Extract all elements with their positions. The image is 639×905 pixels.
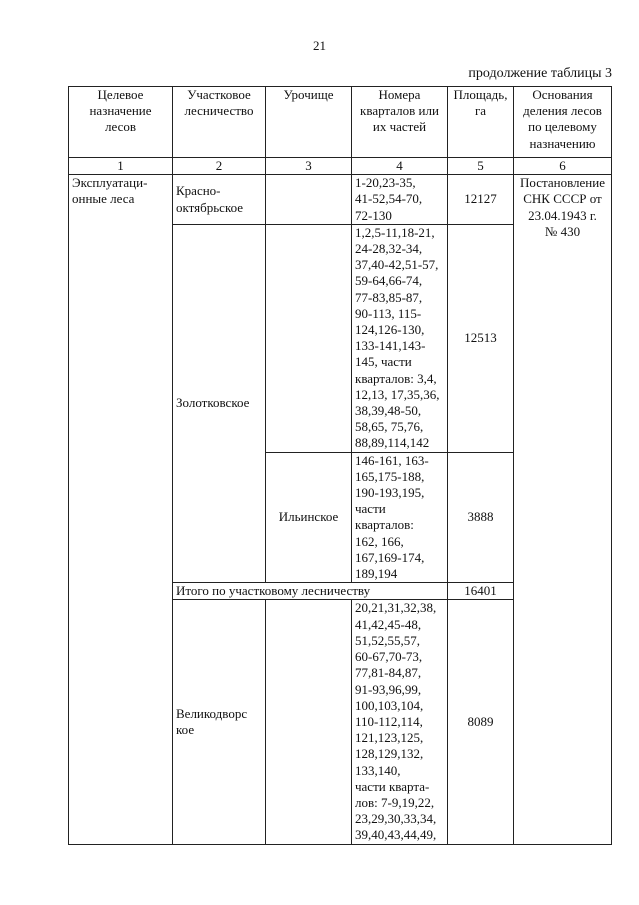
forest-purpose-table — [68, 86, 612, 845]
column-number-row — [69, 158, 612, 175]
area-cell-continued — [448, 844, 514, 845]
quarters-cell: 146-161, 163- 165,175-188, 190-193,195, части кварталов: 162, 166, 167,169-174, 189,194 — [352, 452, 448, 583]
area-cell: 8089 — [448, 600, 514, 844]
forestry-name-cell: Великодворс кое — [173, 600, 266, 845]
tract-cell: Ильинское — [266, 452, 352, 583]
subtotal-area: 16401 — [448, 583, 514, 600]
header-quarters: Номера кварталов или их частей — [352, 87, 448, 158]
quarters-cell: 20,21,31,32,38, 41,42,45-48, 51,52,55,57, 60-67,70-73, 77,81-84,87, 91-93,96,99, 100,103,104, 110-112,114, 121,123,125, 128,129,132, 133,140, части кварта- лов: 7-9,19,22, 23,29,30,33,34, 39,40,43,44,49, — [352, 600, 448, 844]
header-area: Площадь, га — [448, 87, 514, 158]
table-header-row — [69, 87, 612, 158]
tract-cell — [266, 224, 352, 452]
column-number: 4 — [352, 158, 448, 175]
area-cell: 3888 — [448, 452, 514, 583]
quarters-cell-continued — [352, 844, 448, 845]
area-cell: 12127 — [448, 175, 514, 225]
header-forestry: Участковое лесничество — [173, 87, 266, 158]
column-number: 1 — [69, 158, 173, 175]
page-number: 21 — [313, 38, 326, 53]
forestry-name-cell: Золотковское — [173, 224, 266, 582]
forestry-name-cell: Красно- октябрьское — [173, 175, 266, 225]
table-row — [69, 175, 612, 225]
column-number: 3 — [266, 158, 352, 175]
header-tract: Урочище — [266, 87, 352, 158]
tract-cell — [266, 600, 352, 845]
table-continuation-label: продолжение таблицы 3 — [468, 66, 612, 81]
header-basis: Основания деления лесов по целевому назначению — [514, 87, 612, 158]
basis-cell: Постановление СНК СССР от 23.04.1943 г. № 430 — [514, 175, 612, 845]
column-number: 2 — [173, 158, 266, 175]
tract-cell — [266, 175, 352, 225]
header-purpose: Целевое назначение лесов — [69, 87, 173, 158]
column-number: 5 — [448, 158, 514, 175]
area-cell: 12513 — [448, 224, 514, 452]
column-number: 6 — [514, 158, 612, 175]
quarters-cell: 1-20,23-35, 41-52,54-70, 72-130 — [352, 175, 448, 225]
quarters-cell: 1,2,5-11,18-21, 24-28,32-34, 37,40-42,51-57, 59-64,66-74, 77-83,85-87, 90-113, 115- 124,126-130, 133-141,143- 145, части кварталов: 3,4, 12,13, 17,35,36, 38,39,48-50, 58,65, 75,76, 88,89,114,142 — [352, 224, 448, 452]
subtotal-label: Итого по участковому лесничеству — [173, 583, 448, 600]
forest-purpose-cell: Эксплуатаци- онные леса — [69, 175, 173, 845]
